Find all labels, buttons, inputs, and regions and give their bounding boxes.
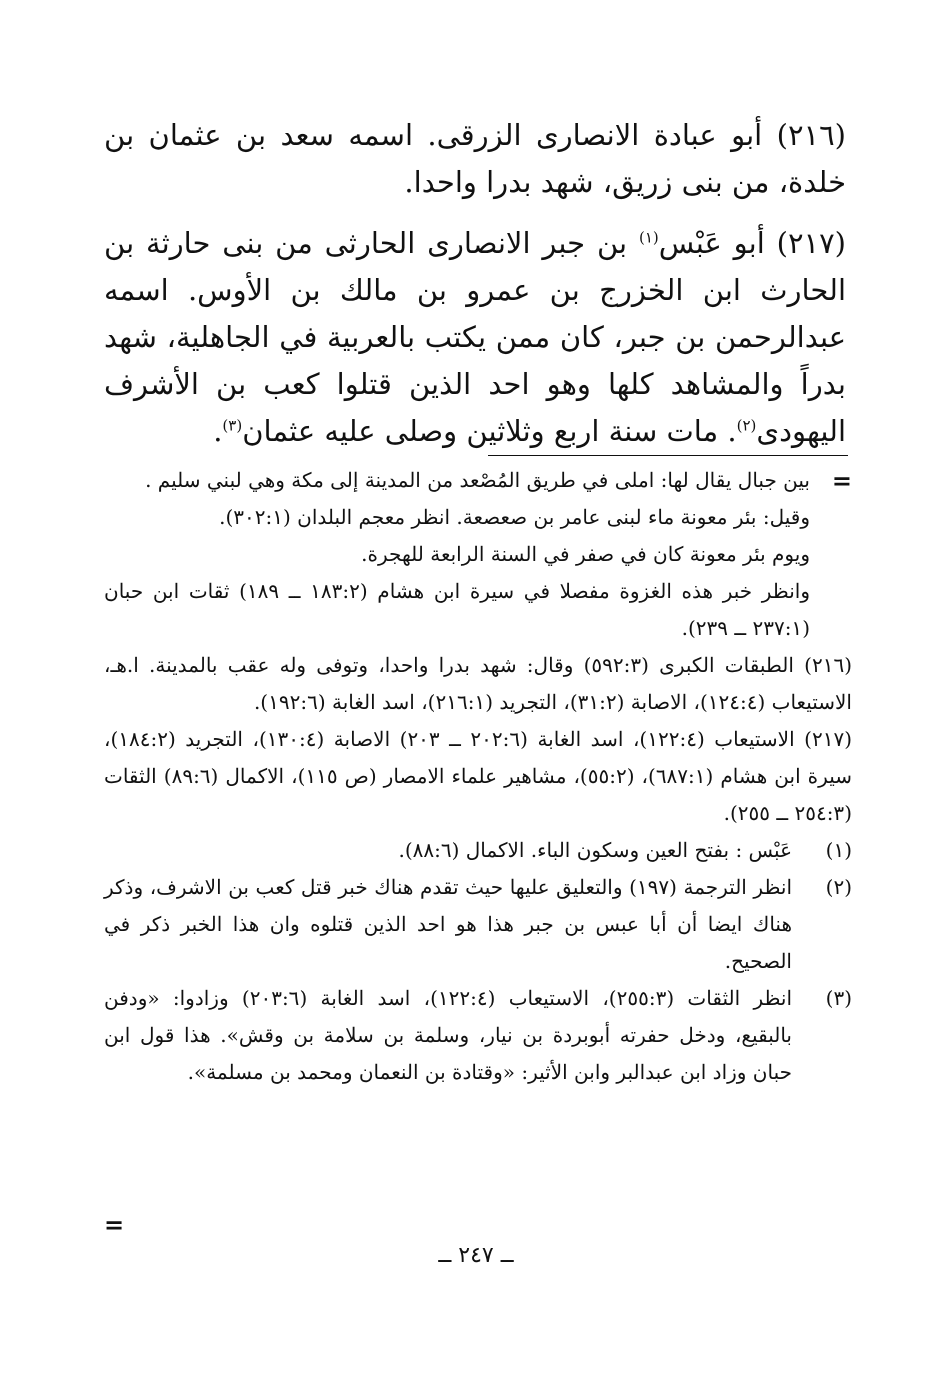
continuation-line: ويوم بئر معونة كان في صفر في السنة الرابعة للهجرة. (361, 542, 810, 566)
continuation-line: وقيل: بئر معونة ماء لبنى عامر بن صعصعة. انظر معجم البلدان (٣٠٢:١). (219, 505, 810, 529)
main-text (104, 112, 846, 469)
footnote-2-text: انظر الترجمة (١٩٧) والتعليق عليها حيث تقدم هناك خبر قتل كعب بن الاشرف، وذكر هناك ايضا أن أبا عبس بن جبر هذا هو احد الذين قتلوه وان هذا الخبر ذكر في الصحيح. (104, 875, 792, 973)
footnote-3-text: انظر الثقات (٢٥٥:٣)، الاستيعاب (١٢٢:٤)، اسد الغابة (٢٠٣:٦) وزادوا: «ودفن بالبقيع، ودخل حفرته أبوبردة بن نيار، وسلمة بن سلامة بن وقش». هذا قول ابن حبان وزاد ابن عبدالبر وابن الأثير: «وقتادة بن النعمان ومحمد بن مسلمة». (104, 986, 793, 1084)
continuation-mark: = (831, 466, 852, 495)
footnote-ref-1: (١) (638, 228, 659, 247)
footnote-ref-3: (٣) (222, 416, 243, 435)
footnote-2 (104, 869, 852, 980)
source-note-217-text: (٢١٧) الاستيعاب (١٢٢:٤)، اسد الغابة (٢٠٢:٦ ــ ٢٠٣) الاصابة (١٣٠:٤)، التجريد (١٨٤:٢)، سيرة ابن هشام (٦٨٧:١)، (٥٥:٢)، مشاهير علماء الامصار (ص ١١٥)، الاكمال (٨٩:٦) الثقات (٢٥٤:٣ ــ ٢٥٥). (104, 727, 852, 825)
entry-217-text-c: . مات سنة اربع وثلاثين وصلى عليه عثمان (242, 414, 737, 448)
footnote-3 (104, 980, 852, 1091)
source-note-216 (104, 647, 852, 721)
footnote-separator (488, 455, 848, 456)
footnote-continuation (104, 462, 852, 647)
footnote-1-mark: (١) (825, 838, 852, 862)
footnote-3-mark: (٣) (825, 986, 852, 1010)
entry-216: (٢١٦) أبو عبادة الانصارى الزرقى. اسمه سعد بن عثمان بن خلدة، من بنى زريق، شهد بدرا واحدا. (104, 118, 846, 199)
source-note-217 (104, 721, 852, 832)
source-note-216-text: (٢١٦) الطبقات الكبرى (٥٩٢:٣) وقال: شهد بدرا واحدا، وتوفى وله عقب بالمدينة. ا.هـ، الاستيعاب (١٢٤:٤)، الاصابة (٣١:٢)، التجريد (٢١٦:١)، اسد الغابة (١٩٢:٦). (104, 653, 852, 714)
footnote-ref-2: (٢) (736, 416, 757, 435)
entry-217-text-a: (٢١٧) أبو عَبْس (658, 226, 846, 260)
continuation-line: وانظر خبر هذه الغزوة مفصلا في سيرة ابن هشام (١٨٣:٢ ــ ١٨٩) ثقات ابن حبان (٢٣٧:١ ــ ٢٣٩). (104, 579, 810, 640)
footnote-2-mark: (٢) (825, 875, 852, 899)
continuation-end-mark: = (104, 1210, 125, 1239)
entry-217-text-d: . (213, 414, 223, 448)
entry-217 (104, 220, 846, 455)
continuation-line: بين جبال يقال لها: املى في طريق المُصْعد من المدينة إلى مكة وهي لبني سليم . (145, 468, 810, 492)
footnote-1-text: عَبْس : بفتح العين وسكون الباء. الاكمال (٨٨:٦). (398, 838, 792, 862)
footnote-1 (104, 832, 852, 869)
page-number: ــ ٢٤٧ ــ (438, 1243, 514, 1268)
entry-217-text-b: بن جبر الانصارى الحارثى من بنى حارثة بن الحارث ابن الخزرج بن عمرو بن مالك بن الأوس. اسمه عبدالرحمن بن جبر، كان ممن يكتب بالعربية في الجاهلية، شهد بدراً والمشاهد كلها وهو احد الذين قتلوا كعب بن الأشرف اليهودى (104, 226, 846, 448)
footnotes (104, 462, 852, 1091)
